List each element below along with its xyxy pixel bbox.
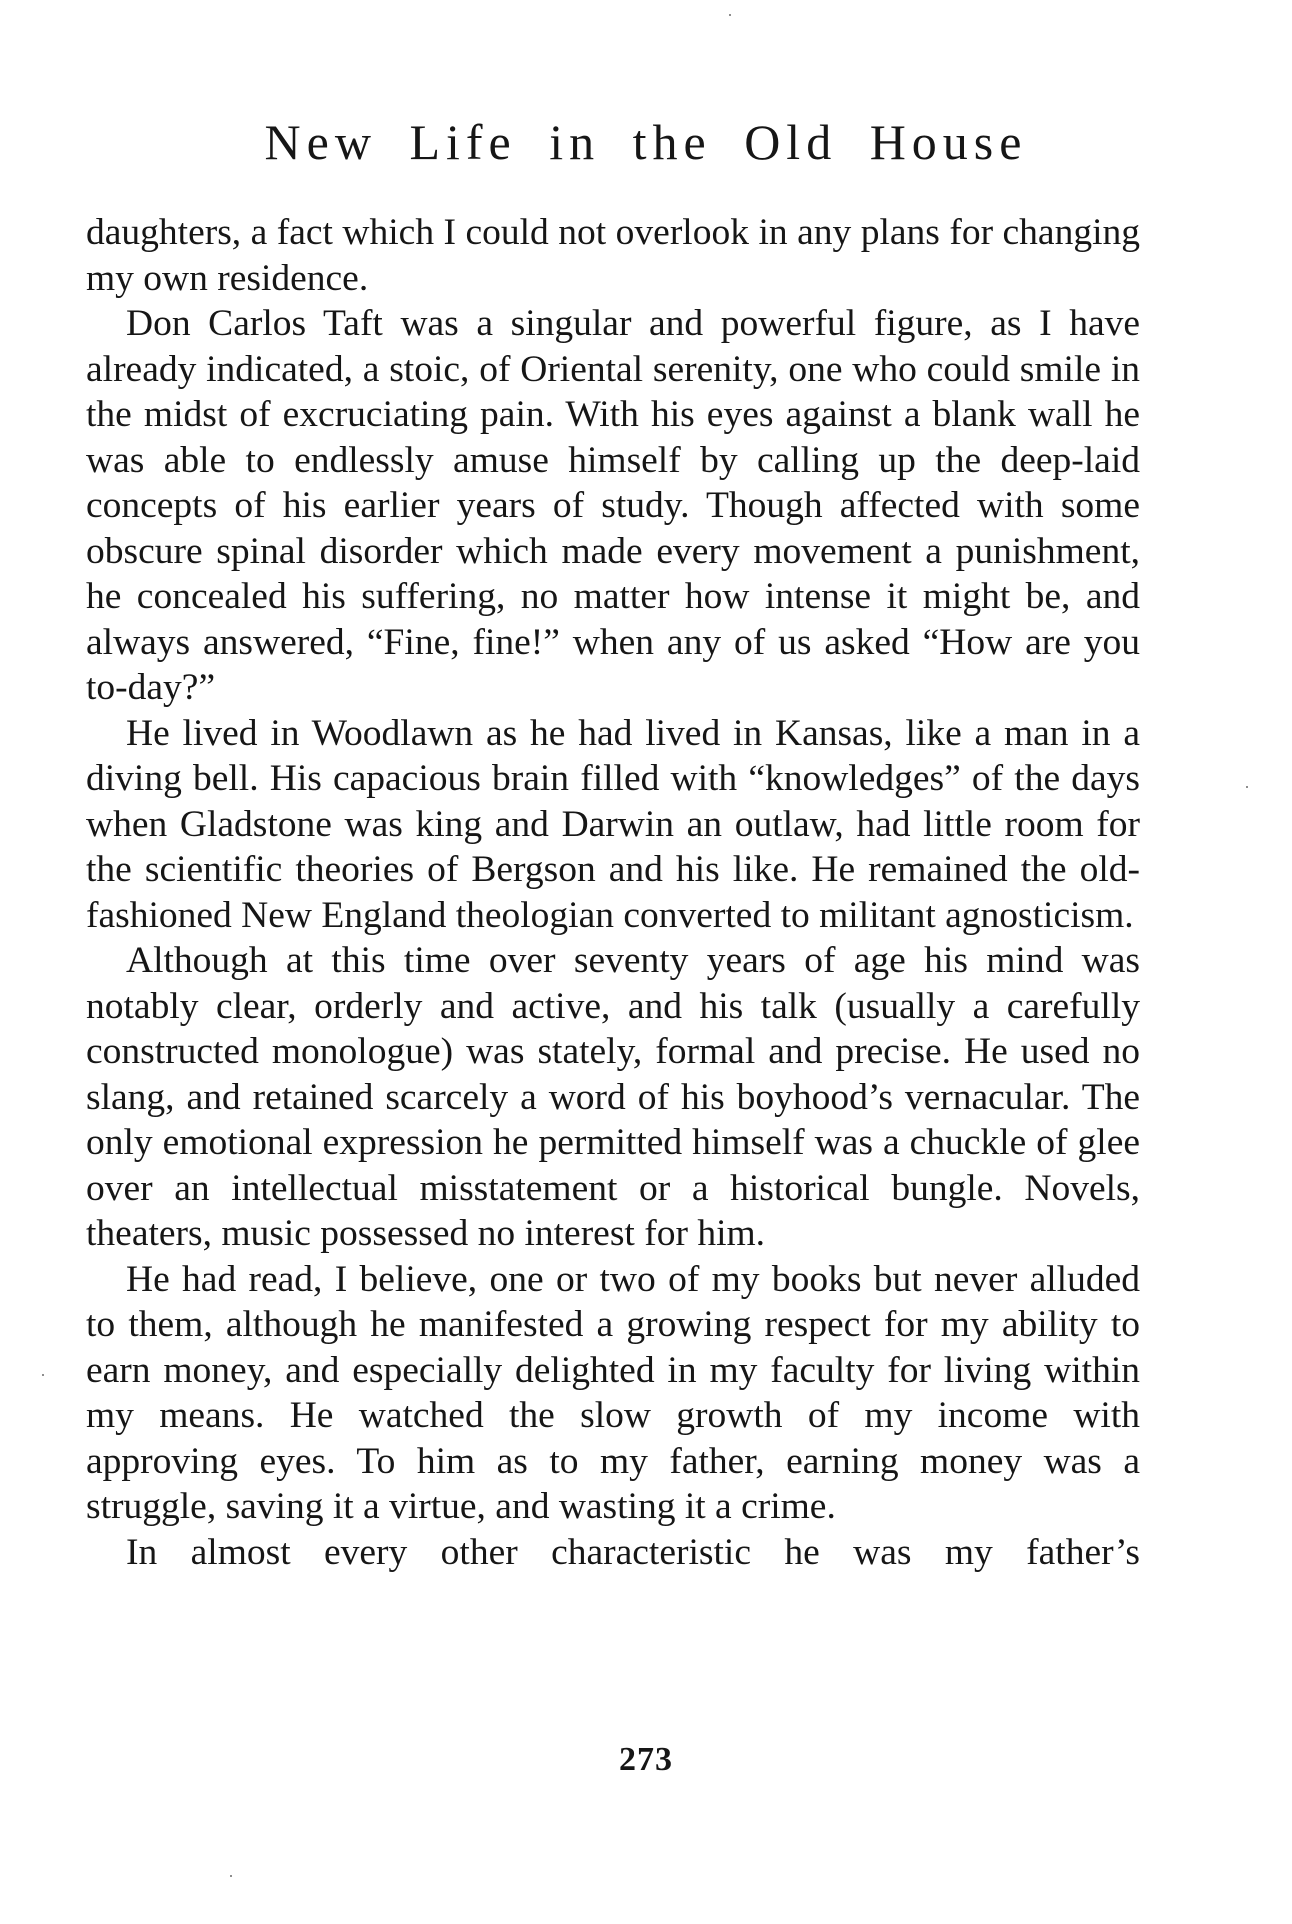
paragraph-3: He lived in Woodlawn as he had lived in Kansas, like a man in a diving bell. His capacious brain filled with “knowledges” of the days when Gladstone was king and Darwin an outlaw, had little room for the scientific theories of Bergson and his like. He remained the old-fashioned New England theologian converted to militant agnosticism. bbox=[86, 712, 1140, 936]
scan-speck bbox=[1246, 786, 1248, 788]
scan-speck bbox=[230, 1875, 232, 1877]
running-head: New Life in the Old House bbox=[264, 114, 1028, 170]
scan-speck bbox=[729, 14, 731, 16]
page-number: 273 bbox=[619, 1741, 673, 1778]
paragraph-6: In almost every other characteristic he was my father’s bbox=[126, 1531, 1140, 1573]
body-text bbox=[86, 210, 1140, 1575]
paragraph-1: daughters, a fact which I could not overlook in any plans for changing my own residence. bbox=[86, 212, 1140, 299]
paragraph-5: He had read, I believe, one or two of my books but never alluded to them, although he manifested a growing respect for my ability to earn money, and especially delighted in my faculty for living within my means. He watched the slow growth of my income with approving eyes. To him as to my father, earning money was a struggle, saving it a virtue, and wasting it a crime. bbox=[86, 1258, 1140, 1527]
paragraph-2: Don Carlos Taft was a singular and powerful figure, as I have already indicated, a stoic, of Oriental serenity, one who could smile in the midst of excruciating pain. With his eyes against a blank wall he was able to endlessly amuse himself by calling up the deep-laid concepts of his earlier years of study. Though affected with some obscure spinal disorder which made every movement a punishment, he concealed his suffering, no matter how intense it might be, and always answered, “Fine, fine!” when any of us asked “How are you to-day?” bbox=[86, 303, 1140, 708]
paragraph-4: Although at this time over seventy years of age his mind was notably clear, orderly and active, and his talk (usually a carefully constructed monologue) was stately, formal and precise. He used no slang, and retained scarcely a word of his boyhood’s vernacular. The only emotional expression he permitted himself was a chuckle of glee over an intellectual misstatement or a historical bungle. Novels, theaters, music possessed no interest for him. bbox=[86, 940, 1140, 1254]
scan-speck bbox=[42, 1374, 44, 1376]
